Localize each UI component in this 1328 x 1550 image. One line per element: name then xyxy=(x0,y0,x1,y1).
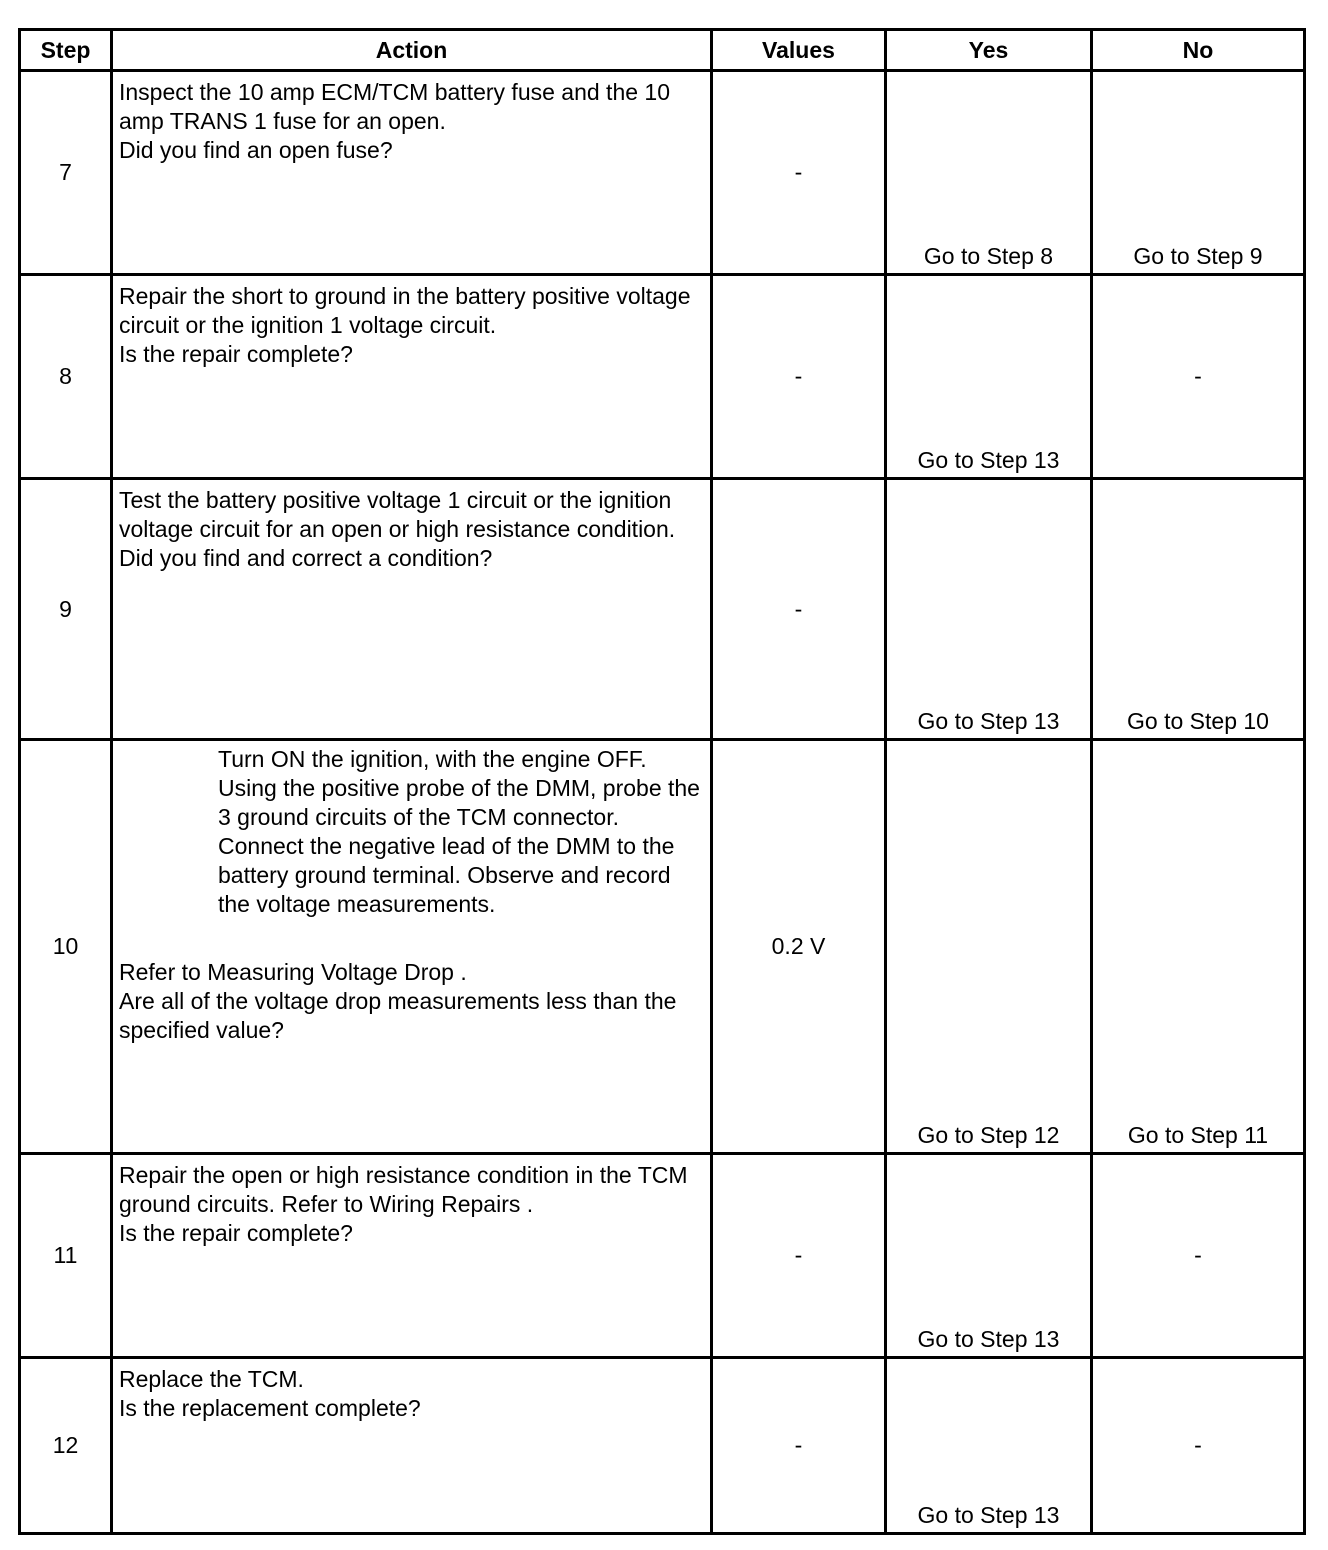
values-cell: - xyxy=(712,479,886,740)
no-cell xyxy=(1092,479,1305,740)
action-cell xyxy=(112,479,712,740)
yes-cell xyxy=(886,479,1092,740)
action-question: Is the replacement complete? xyxy=(119,1395,421,1421)
no-goto: Go to Step 9 xyxy=(1133,243,1263,269)
action-cell xyxy=(112,1154,712,1358)
action-question: Are all of the voltage drop measurements less than the specified value? xyxy=(119,988,677,1043)
yes-cell xyxy=(886,1154,1092,1358)
yes-goto: Go to Step 13 xyxy=(917,708,1060,734)
step-number: 9 xyxy=(20,479,112,740)
no-cell: - xyxy=(1092,1154,1305,1358)
action-text: Test the battery positive voltage 1 circuit or the ignition voltage circuit for an open or high resistance condition. xyxy=(119,487,676,542)
header-action: Action xyxy=(112,30,712,71)
values-cell: - xyxy=(712,275,886,479)
yes-goto: Go to Step 13 xyxy=(917,447,1060,473)
action-question: Did you find an open fuse? xyxy=(119,137,393,163)
action-cell xyxy=(112,71,712,275)
yes-cell xyxy=(886,71,1092,275)
values-cell: 0.2 V xyxy=(712,740,886,1154)
table-row xyxy=(20,1154,1305,1358)
step-number: 11 xyxy=(20,1154,112,1358)
header-step: Step xyxy=(20,30,112,71)
values-cell: - xyxy=(712,1154,886,1358)
table-row xyxy=(20,1358,1305,1534)
yes-goto: Go to Step 13 xyxy=(917,1326,1060,1352)
header-no: No xyxy=(1092,30,1305,71)
yes-cell xyxy=(886,1358,1092,1534)
action-reference: Refer to Measuring Voltage Drop . xyxy=(119,959,467,985)
table-row xyxy=(20,479,1305,740)
step-number: 10 xyxy=(20,740,112,1154)
no-cell: - xyxy=(1092,275,1305,479)
table-row xyxy=(20,71,1305,275)
table-row xyxy=(20,275,1305,479)
no-cell xyxy=(1092,71,1305,275)
table-row xyxy=(20,740,1305,1154)
header-row xyxy=(20,30,1305,71)
step-number: 12 xyxy=(20,1358,112,1534)
no-goto: Go to Step 10 xyxy=(1127,708,1269,734)
diagnostic-table xyxy=(18,28,1306,1535)
no-goto: Go to Step 11 xyxy=(1127,1122,1269,1148)
yes-cell xyxy=(886,275,1092,479)
yes-goto: Go to Step 13 xyxy=(917,1502,1060,1528)
action-question: Is the repair complete? xyxy=(119,341,353,367)
action-text: Repair the short to ground in the battery positive voltage circuit or the ignition 1 voltage circuit. xyxy=(119,283,691,338)
action-text: Inspect the 10 amp ECM/TCM battery fuse and the 10 amp TRANS 1 fuse for an open. xyxy=(119,79,671,134)
header-values: Values xyxy=(712,30,886,71)
action-text: Replace the TCM. xyxy=(119,1366,304,1392)
yes-goto: Go to Step 12 xyxy=(917,1122,1060,1148)
action-text: Turn ON the ignition, with the engine OFF. Using the positive probe of the DMM, probe the 3 ground circuits of the TCM connector. Connect the negative lead of the DMM to the battery ground terminal. Observe and record the voltage measurements. xyxy=(218,746,700,917)
no-cell xyxy=(1092,740,1305,1154)
action-question: Is the repair complete? xyxy=(119,1220,353,1246)
values-cell: - xyxy=(712,71,886,275)
action-cell xyxy=(112,740,712,1154)
yes-cell xyxy=(886,740,1092,1154)
action-question: Did you find and correct a condition? xyxy=(119,545,493,571)
step-number: 7 xyxy=(20,71,112,275)
step-number: 8 xyxy=(20,275,112,479)
action-text: Repair the open or high resistance condition in the TCM ground circuits. Refer to Wiring Repairs . xyxy=(119,1162,688,1217)
yes-goto: Go to Step 8 xyxy=(923,243,1054,269)
values-cell: - xyxy=(712,1358,886,1534)
action-cell xyxy=(112,1358,712,1534)
header-yes: Yes xyxy=(886,30,1092,71)
action-cell xyxy=(112,275,712,479)
no-cell: - xyxy=(1092,1358,1305,1534)
